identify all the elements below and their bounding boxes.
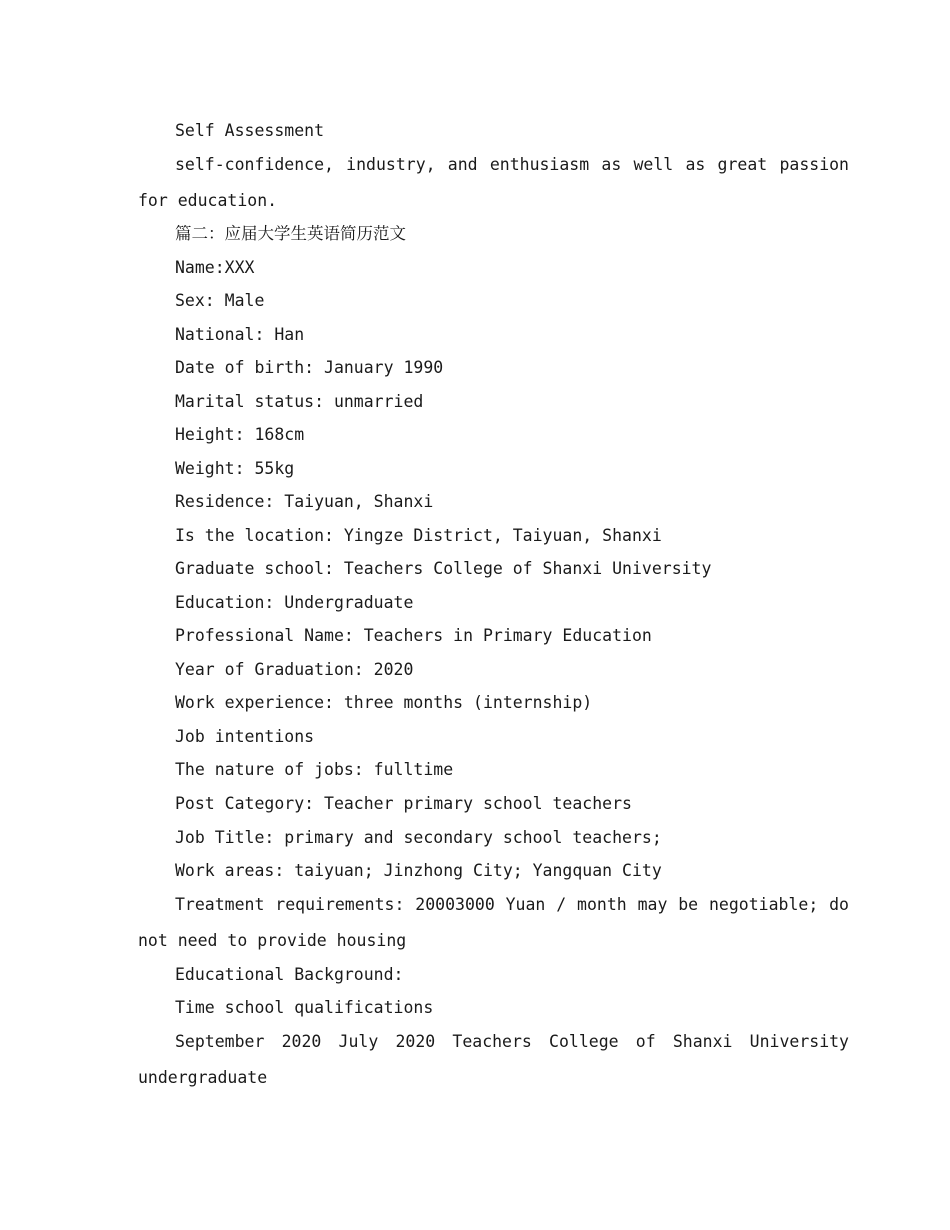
section-heading-educational-background: Educational Background: [175,965,404,984]
field-name: Name:XXX [175,258,255,277]
chapter-heading: 篇二：应届大学生英语简历范文 [175,224,406,243]
text-line: self-confidence, industry, and enthusiasm as well as great passion [175,155,849,174]
text-line: not need to provide housing [138,931,407,950]
field-national: National: Han [175,325,305,344]
field-graduate-school: Graduate school: Teachers College of Shanxi University [175,559,712,578]
field-weight: Weight: 55kg [175,459,295,478]
field-professional-name: Professional Name: Teachers in Primary Education [175,626,652,645]
field-work-areas: Work areas: taiyuan; Jinzhong City; Yangquan City [175,861,662,880]
field-work-experience: Work experience: three months (internship) [175,693,593,712]
table-header-line: Time school qualifications [175,998,434,1017]
field-residence: Residence: Taiyuan, Shanxi [175,492,434,511]
field-date-of-birth: Date of birth: January 1990 [175,358,444,377]
field-location: Is the location: Yingze District, Taiyuan, Shanxi [175,526,662,545]
field-year-of-graduation: Year of Graduation: 2020 [175,660,414,679]
text-line: for education. [138,191,278,210]
field-nature-of-jobs: The nature of jobs: fulltime [175,760,454,779]
text-line: undergraduate [138,1068,268,1087]
education-entry: September 2020 July 2020 Teachers College of Shanxi University [175,1032,849,1051]
field-job-title: Job Title: primary and secondary school teachers; [175,828,662,847]
field-post-category: Post Category: Teacher primary school teachers [175,794,632,813]
field-education: Education: Undergraduate [175,593,414,612]
section-heading-job-intentions: Job intentions [175,727,315,746]
field-treatment-requirements: Treatment requirements: 20003000 Yuan / month may be negotiable; do [175,895,849,914]
section-heading-self-assessment: Self Assessment [175,121,325,140]
field-height: Height: 168cm [175,425,305,444]
field-sex: Sex: Male [175,291,265,310]
field-marital-status: Marital status: unmarried [175,392,424,411]
